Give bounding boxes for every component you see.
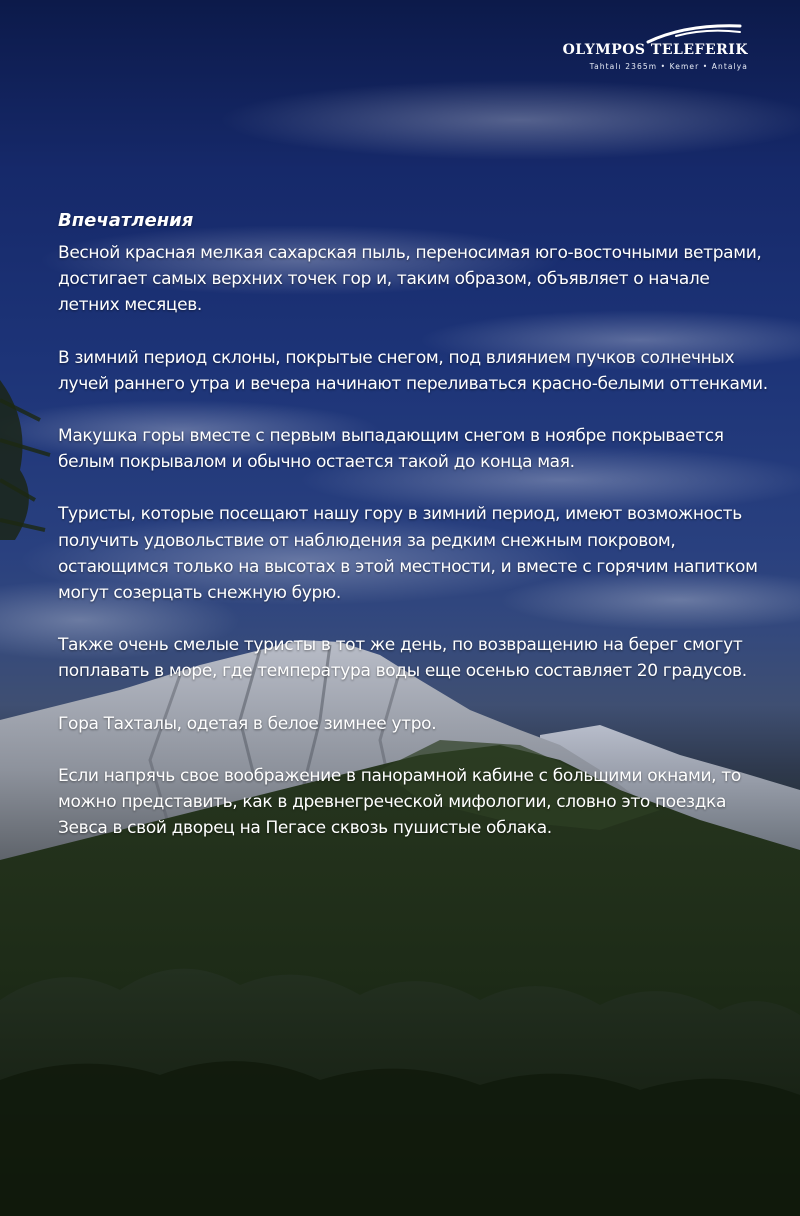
article-paragraph: В зимний период склоны, покрытые снегом, под влиянием пучков солнечных лучей раннего утра и вечера начинают переливаться красно-белыми оттенками.	[58, 347, 768, 394]
article-paragraph: Если напрячь свое воображение в панорамной кабине с большими окнами, то можно представить, как в древнегреческой мифологии, словно это поездка Зевса в свой дворец на Пегасе сквозь пушистые облака.	[58, 765, 741, 839]
article-paragraph: Туристы, которые посещают нашу гору в зимний период, имеют возможность получить удовольствие от наблюдения за редким снежным покровом, остающимся только на высотах в этой местности, и вместе с горячим напитком могут созерцать снежную бурю.	[58, 504, 758, 604]
brand-logo[interactable]	[562, 22, 748, 72]
brand-name: OLYMPOS TELEFERIK	[562, 42, 748, 58]
brand-tagline: Tahtalı 2365m • Kemer • Antalya	[589, 62, 748, 71]
article-heading: Впечатления	[58, 210, 194, 231]
article-paragraph: Также очень смелые туристы в тот же день, по возвращению на берег смогут поплавать в море, где температура воды еще осенью составляет 20 градусов.	[58, 635, 747, 682]
article-paragraph: Макушка горы вместе с первым выпадающим снегом в ноябре покрывается белым покрывалом и обычно остается такой до конца мая.	[58, 426, 724, 473]
article-paragraph: Весной красная мелкая сахарская пыль, переносимая юго-восточными ветрами, достигает самых верхних точек гор и, таким образом, объявляет о начале летних месяцев.	[58, 243, 762, 316]
article-paragraph: Гора Тахталы, одетая в белое зимнее утро.	[58, 713, 437, 734]
article-content	[58, 208, 773, 867]
cable-car-swoosh-icon	[646, 22, 742, 44]
